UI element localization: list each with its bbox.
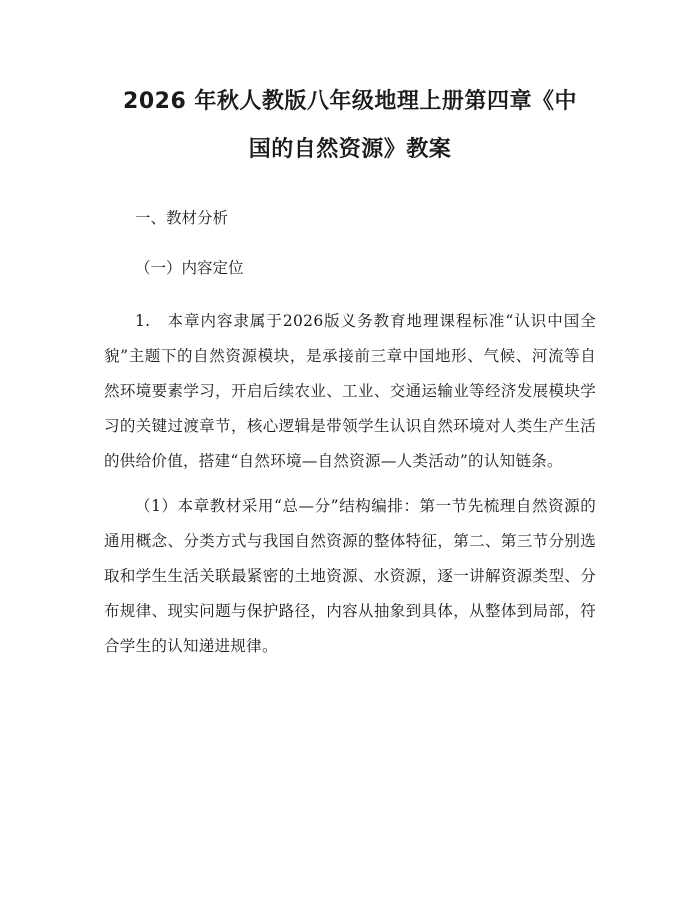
body-paragraph-1: 1. 本章内容隶属于2026版义务教育地理课程标准“认识中国全貌”主题下的自然资源模块，是承接前三章中国地形、气候、河流等自然环境要素学习，开启后续农业、工业、交通运输业等经济发展模块学习的关键过渡章节，核心逻辑是带领学生认识自然环境对人类生产生活的供给价值，搭建“自然环境—自然资源—人类活动”的认知链条。 — [104, 312, 596, 470]
subsection-heading-content-positioning: （一）内容定位 — [135, 259, 244, 277]
section-heading-textbook-analysis: 一、教材分析 — [135, 209, 229, 227]
body-paragraph-2: （1）本章教材采用“总—分”结构编排：第一节先梳理自然资源的通用概念、分类方式与我国自然资源的整体特征，第二、第三节分别选取和学生生活关联最紧密的土地资源、水资源，逐一讲解资源类型、分布规律、现实问题与保护路径，内容从抽象到具体，从整体到局部，符合学生的认知递进规律。 — [104, 497, 596, 655]
document-title — [104, 78, 596, 174]
document-title-line-2: 国的自然资源》教案 — [248, 137, 452, 162]
document-title-line-1: 2026 年秋人教版八年级地理上册第四章《中 — [123, 89, 577, 114]
